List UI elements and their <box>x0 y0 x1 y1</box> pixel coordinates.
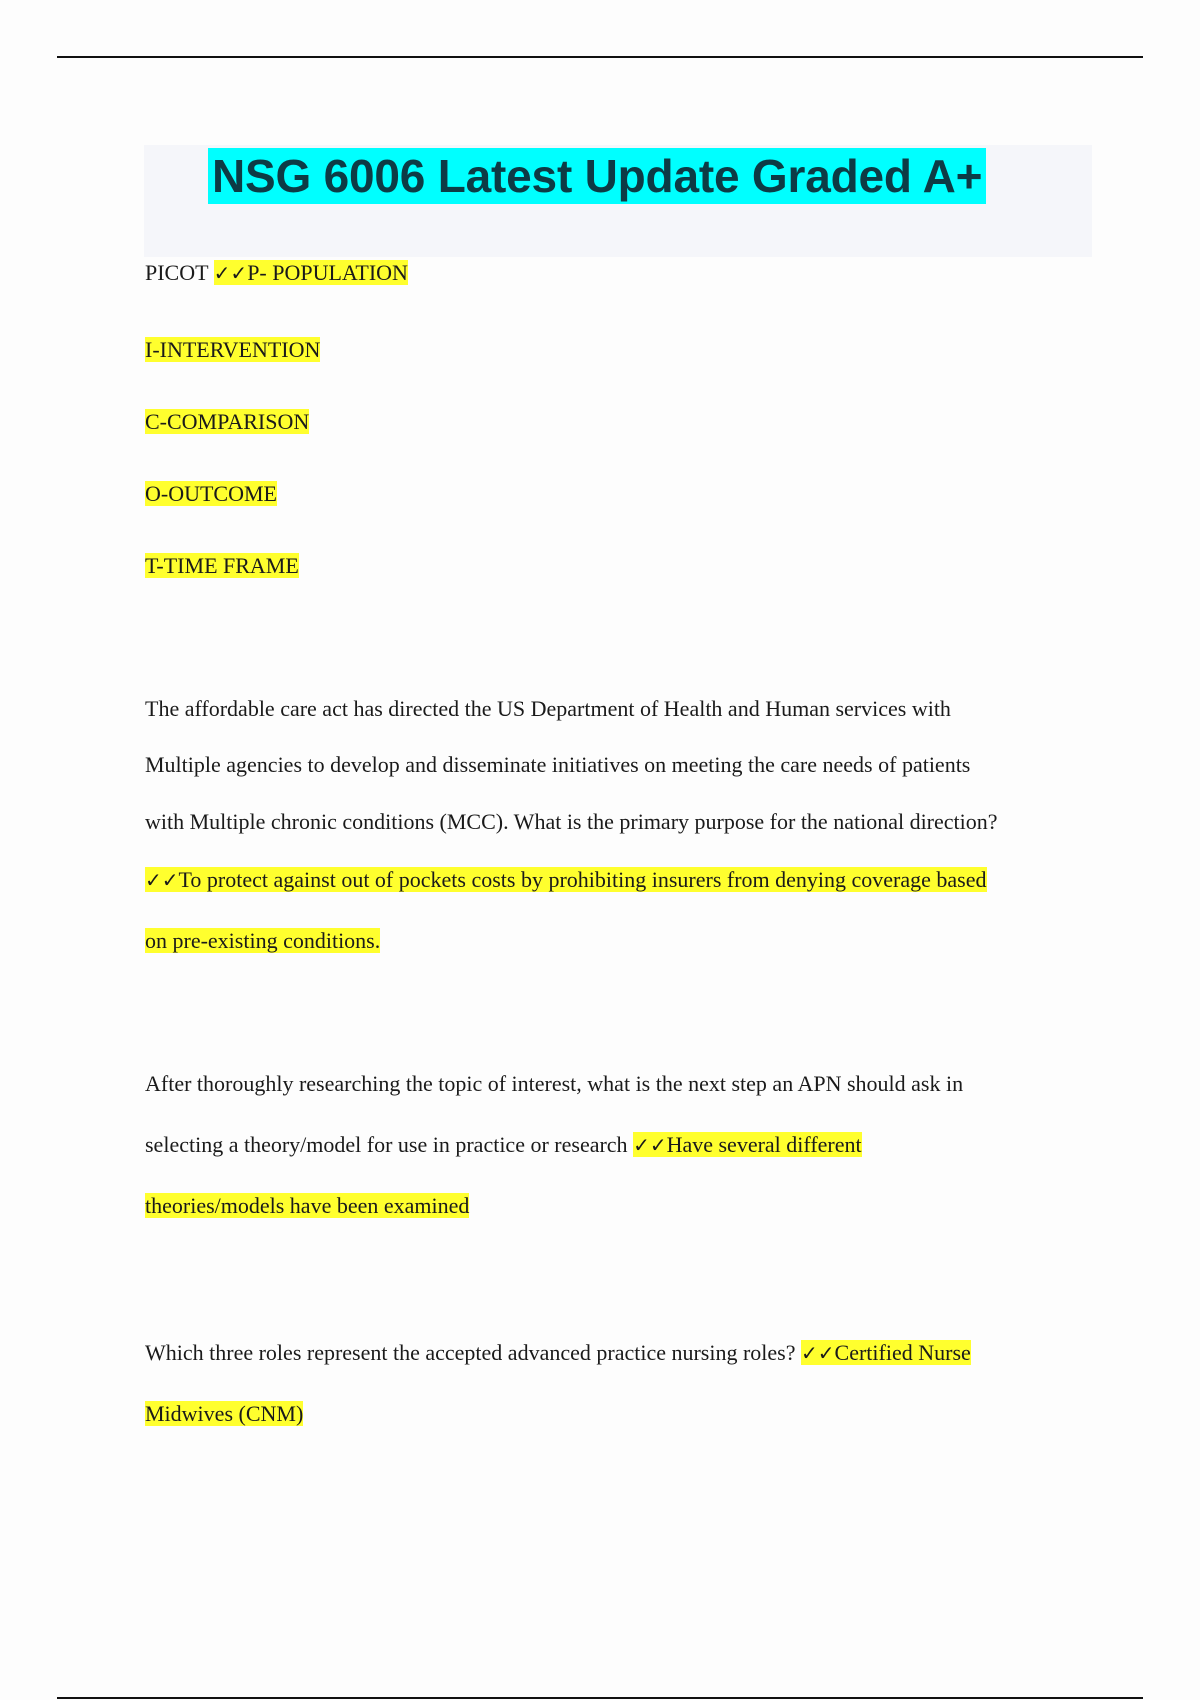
picot-item-comparison: C-COMPARISON <box>145 409 310 434</box>
document-title: NSG 6006 Latest Update Graded A+ <box>208 148 986 204</box>
q1-answer-text: To protect against out of pockets costs by prohibiting insurers from denying coverage based <box>178 867 987 892</box>
q1-line-1: The affordable care act has directed the US Department of Health and Human services with <box>145 696 951 721</box>
q2-line-1: After thoroughly researching the topic of interest, what is the next step an APN should ask in <box>145 1071 964 1096</box>
picot-item-intervention: I-INTERVENTION <box>145 337 321 362</box>
picot-answer-text: P- POPULATION <box>247 260 408 285</box>
q3-answer-text: Certified Nurse <box>834 1340 971 1365</box>
q2-answer-line-2: theories/models have been examined <box>145 1193 470 1218</box>
q1-line-3: with Multiple chronic conditions (MCC). What is the primary purpose for the national direction? <box>145 809 998 834</box>
picot-item-outcome: O-OUTCOME <box>145 481 277 506</box>
q1-line-2: Multiple agencies to develop and disseminate initiatives on meeting the care needs of patients <box>145 752 971 777</box>
q1-answer-line-1 <box>145 865 987 895</box>
q2-question-text: selecting a theory/model for use in practice or research <box>145 1132 634 1157</box>
q1-answer-line-2: on pre-existing conditions. <box>145 928 381 953</box>
q3-answer-line-2: Midwives (CNM) <box>145 1401 304 1426</box>
picot-label: PICOT <box>145 260 214 285</box>
picot-line <box>145 258 408 288</box>
q3-line-1 <box>145 1338 971 1368</box>
checkmark-icon: ✓✓ <box>145 868 179 892</box>
picot-item-time-frame: T-TIME FRAME <box>145 553 299 578</box>
checkmark-icon: ✓✓ <box>213 261 248 285</box>
picot-answer <box>214 260 408 285</box>
checkmark-icon: ✓✓ <box>801 1341 835 1365</box>
top-rule <box>57 56 1143 58</box>
q2-answer-text: Have several different <box>666 1132 862 1157</box>
q2-line-2 <box>145 1130 862 1160</box>
bottom-rule <box>57 1697 1143 1699</box>
q3-question-text: Which three roles represent the accepted advanced practice nursing roles? <box>145 1340 802 1365</box>
checkmark-icon: ✓✓ <box>633 1133 667 1157</box>
